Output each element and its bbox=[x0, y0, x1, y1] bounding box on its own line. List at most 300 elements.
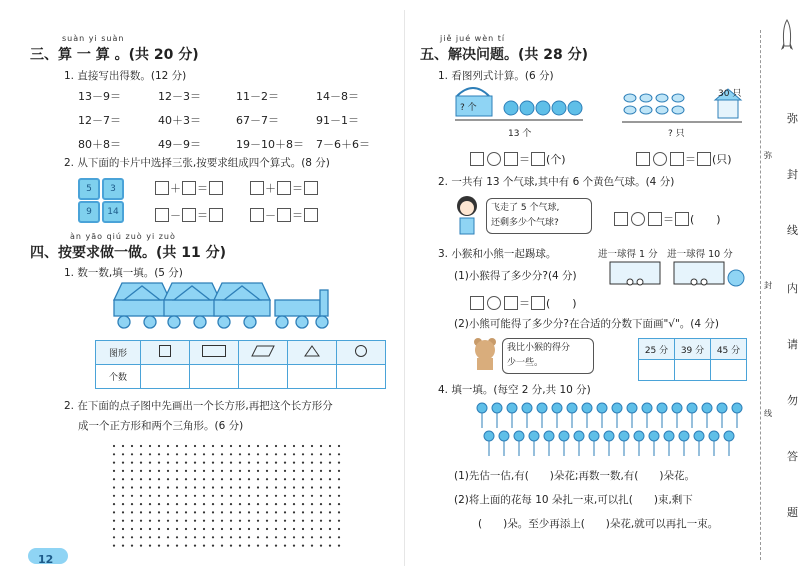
grid-dot bbox=[338, 528, 340, 530]
grid-dot bbox=[239, 536, 241, 538]
grid-dot bbox=[248, 470, 250, 472]
grid-dot bbox=[221, 486, 223, 488]
grid-dot bbox=[113, 536, 115, 538]
grid-dot bbox=[221, 495, 223, 497]
grid-dot bbox=[212, 528, 214, 530]
flower-icon bbox=[642, 403, 652, 428]
bubble-line: 我比小猴的得分 bbox=[507, 343, 571, 353]
grid-dot bbox=[248, 520, 250, 522]
equation-blank[interactable] bbox=[250, 177, 318, 196]
operator: － bbox=[170, 208, 181, 222]
grid-dot bbox=[203, 470, 205, 472]
grid-dot bbox=[230, 520, 232, 522]
flower-icon bbox=[484, 431, 494, 456]
grid-dot bbox=[329, 503, 331, 505]
grid-dot bbox=[185, 453, 187, 455]
grid-dot bbox=[338, 486, 340, 488]
page-divider bbox=[404, 10, 405, 566]
math-item: 91－1＝ bbox=[316, 114, 359, 127]
grid-dot bbox=[221, 453, 223, 455]
q4-2-label: 2. 在下面的点子图中先画出一个长方形,再把这个长方形分 bbox=[64, 400, 333, 412]
operator: ＋ bbox=[170, 181, 181, 195]
unit-label: ( ) bbox=[546, 296, 577, 310]
grid-dot bbox=[158, 503, 160, 505]
flower-icon bbox=[679, 431, 689, 456]
number-card: 3 bbox=[102, 178, 124, 200]
grid-dot bbox=[167, 495, 169, 497]
grid-dot bbox=[329, 520, 331, 522]
grid-dot bbox=[248, 478, 250, 480]
operator: ＋ bbox=[265, 181, 276, 195]
grid-dot bbox=[167, 545, 169, 547]
check-cell[interactable] bbox=[675, 360, 711, 381]
q4-1-label: 1. 数一数,填一填。(5 分) bbox=[64, 267, 183, 279]
grid-dot bbox=[338, 453, 340, 455]
grid-dot bbox=[293, 545, 295, 547]
seal-small-char: 线 bbox=[764, 409, 772, 418]
grid-dot bbox=[248, 495, 250, 497]
grid-dot bbox=[257, 445, 259, 447]
grid-dot bbox=[113, 503, 115, 505]
grid-dot bbox=[230, 445, 232, 447]
grid-dot bbox=[203, 511, 205, 513]
grid-dot bbox=[338, 495, 340, 497]
seal-char: 答 bbox=[787, 450, 798, 463]
grid-dot bbox=[221, 528, 223, 530]
number-card: 9 bbox=[78, 201, 100, 223]
math-item: 40＋3＝ bbox=[158, 114, 201, 127]
grid-dot bbox=[266, 511, 268, 513]
grid-dot bbox=[194, 453, 196, 455]
grid-dot bbox=[212, 536, 214, 538]
grid-dot bbox=[167, 528, 169, 530]
grid-dot bbox=[113, 478, 115, 480]
grid-dot bbox=[239, 462, 241, 464]
grid-dot bbox=[293, 520, 295, 522]
grid-dot bbox=[203, 528, 205, 530]
seal-char: 弥 bbox=[787, 112, 798, 125]
grid-dot bbox=[158, 495, 160, 497]
grid-dot bbox=[329, 470, 331, 472]
grid-dot bbox=[275, 462, 277, 464]
grid-dot bbox=[320, 470, 322, 472]
flower-icon bbox=[649, 431, 659, 456]
grid-dot bbox=[113, 453, 115, 455]
grid-dot bbox=[311, 520, 313, 522]
flower-icon bbox=[589, 431, 599, 456]
grid-dot bbox=[293, 462, 295, 464]
grid-dot bbox=[158, 462, 160, 464]
grid-dot bbox=[212, 495, 214, 497]
grid-dot bbox=[203, 478, 205, 480]
grid-dot bbox=[212, 478, 214, 480]
grid-dot bbox=[131, 528, 133, 530]
grid-dot bbox=[320, 486, 322, 488]
grid-dot bbox=[131, 503, 133, 505]
q4-line3: ( )朵。至少再添上( )朵花,就可以再扎一束。 bbox=[478, 518, 719, 530]
grid-dot bbox=[230, 486, 232, 488]
grid-dot bbox=[185, 495, 187, 497]
seal-char: 请 bbox=[787, 338, 798, 351]
flower-icon bbox=[544, 431, 554, 456]
flowers-illustration bbox=[476, 400, 752, 460]
seal-small-char: 弥 bbox=[764, 151, 772, 160]
grid-dot bbox=[284, 503, 286, 505]
grid-dot bbox=[284, 453, 286, 455]
r-q1-label: 1. 看图列式计算。(6 分) bbox=[438, 70, 554, 82]
goals-illustration bbox=[608, 258, 748, 290]
grid-dot bbox=[194, 478, 196, 480]
equation-blank[interactable] bbox=[155, 177, 223, 196]
flower-icon bbox=[567, 403, 577, 428]
rectangle-shape-icon bbox=[190, 341, 239, 365]
rocket-icon bbox=[780, 18, 794, 58]
grid-dot bbox=[257, 453, 259, 455]
grid-dot bbox=[311, 511, 313, 513]
flower-icon bbox=[732, 403, 742, 428]
grid-dot bbox=[149, 462, 151, 464]
grid-dot bbox=[167, 478, 169, 480]
dot-grid[interactable] bbox=[110, 442, 350, 552]
q3-sub1: (1)小猴得了多少分?(4 分) bbox=[454, 270, 577, 282]
section5-title: 五、解决问题。(共 28 分) bbox=[420, 47, 589, 63]
flower-icon bbox=[552, 403, 562, 428]
train-illustration bbox=[110, 280, 350, 332]
grid-dot bbox=[302, 520, 304, 522]
operator: ＝ bbox=[292, 208, 303, 222]
grid-dot bbox=[140, 520, 142, 522]
grid-dot bbox=[329, 528, 331, 530]
grid-dot bbox=[140, 503, 142, 505]
grid-dot bbox=[248, 503, 250, 505]
triangle-shape-icon bbox=[288, 341, 337, 365]
grid-dot bbox=[275, 445, 277, 447]
grid-dot bbox=[302, 511, 304, 513]
equation-blank[interactable]: ＝ ( ) bbox=[470, 292, 578, 311]
grid-dot bbox=[266, 462, 268, 464]
q4-2-label-cont: 成一个正方形和两个三角形。(6 分) bbox=[78, 420, 244, 432]
grid-dot bbox=[320, 462, 322, 464]
grid-dot bbox=[275, 478, 277, 480]
grid-dot bbox=[266, 486, 268, 488]
grid-dot bbox=[266, 478, 268, 480]
grid-dot bbox=[338, 511, 340, 513]
grid-dot bbox=[257, 545, 259, 547]
r-q4-label: 4. 填一填。(每空 2 分,共 10 分) bbox=[438, 384, 591, 396]
q3-2-label: 2. 从下面的卡片中选择三张,按要求组成四个算式。(8 分) bbox=[64, 157, 330, 169]
grid-dot bbox=[176, 486, 178, 488]
grid-dot bbox=[176, 520, 178, 522]
grid-dot bbox=[113, 470, 115, 472]
grid-dot bbox=[185, 462, 187, 464]
grid-dot bbox=[194, 445, 196, 447]
grid-dot bbox=[284, 445, 286, 447]
girl-illustration bbox=[452, 194, 482, 238]
grid-dot bbox=[329, 478, 331, 480]
grid-dot bbox=[122, 478, 124, 480]
equation-blank[interactable] bbox=[250, 204, 318, 223]
grid-dot bbox=[311, 545, 313, 547]
grid-dot bbox=[176, 495, 178, 497]
grid-dot bbox=[194, 503, 196, 505]
math-item: 67－7＝ bbox=[236, 114, 279, 127]
grid-dot bbox=[230, 478, 232, 480]
grid-dot bbox=[131, 486, 133, 488]
equation-blank[interactable]: ＝ (个) bbox=[470, 148, 567, 167]
grid-dot bbox=[158, 545, 160, 547]
bear-speech-bubble bbox=[502, 338, 594, 374]
basket-label: ? 个 bbox=[460, 103, 477, 113]
equation-blank[interactable] bbox=[155, 204, 223, 223]
grid-dot bbox=[239, 445, 241, 447]
grid-dot bbox=[338, 445, 340, 447]
grid-dot bbox=[113, 528, 115, 530]
grid-dot bbox=[275, 495, 277, 497]
grid-dot bbox=[176, 470, 178, 472]
number-cards bbox=[78, 178, 124, 222]
grid-dot bbox=[311, 453, 313, 455]
grid-dot bbox=[320, 536, 322, 538]
count-input[interactable] bbox=[288, 365, 337, 389]
unit-label: (个) bbox=[546, 152, 566, 166]
grid-dot bbox=[248, 486, 250, 488]
grid-dot bbox=[338, 545, 340, 547]
grid-dot bbox=[329, 511, 331, 513]
grid-dot bbox=[131, 445, 133, 447]
grid-dot bbox=[266, 495, 268, 497]
grid-dot bbox=[302, 470, 304, 472]
grid-dot bbox=[284, 495, 286, 497]
grid-dot bbox=[140, 511, 142, 513]
count-input[interactable] bbox=[337, 365, 386, 389]
grid-dot bbox=[194, 545, 196, 547]
grid-dot bbox=[176, 478, 178, 480]
grid-dot bbox=[257, 462, 259, 464]
grid-dot bbox=[140, 545, 142, 547]
section3-title: 三、算 一 算 。(共 20 分) bbox=[30, 47, 199, 63]
r-q2-label: 2. 一共有 13 个气球,其中有 6 个黄色气球。(4 分) bbox=[438, 176, 675, 188]
grid-dot bbox=[257, 495, 259, 497]
arithmetic-grid bbox=[78, 88, 378, 152]
equation-blank[interactable]: ＝ ( ) bbox=[614, 208, 722, 227]
grid-dot bbox=[167, 453, 169, 455]
grid-dot bbox=[230, 453, 232, 455]
grid-dot bbox=[329, 486, 331, 488]
grid-dot bbox=[140, 528, 142, 530]
grid-dot bbox=[122, 503, 124, 505]
grid-dot bbox=[230, 536, 232, 538]
grid-dot bbox=[230, 528, 232, 530]
grid-dot bbox=[149, 545, 151, 547]
grid-dot bbox=[194, 462, 196, 464]
grid-dot bbox=[149, 520, 151, 522]
flower-icon bbox=[694, 431, 704, 456]
grid-dot bbox=[320, 545, 322, 547]
unit-label: ( ) bbox=[690, 212, 721, 226]
grid-dot bbox=[194, 520, 196, 522]
grid-dot bbox=[140, 445, 142, 447]
grid-dot bbox=[212, 503, 214, 505]
grid-dot bbox=[266, 503, 268, 505]
grid-dot bbox=[131, 478, 133, 480]
grid-dot bbox=[194, 528, 196, 530]
grid-dot bbox=[338, 520, 340, 522]
q3-sub2: (2)小熊可能得了多少分?在合适的分数下面画"√"。(4 分) bbox=[454, 318, 720, 330]
grid-dot bbox=[167, 470, 169, 472]
flower-icon bbox=[657, 403, 667, 428]
grid-dot bbox=[131, 511, 133, 513]
flower-icon bbox=[702, 403, 712, 428]
grid-dot bbox=[302, 462, 304, 464]
grid-dot bbox=[293, 453, 295, 455]
grid-dot bbox=[275, 536, 277, 538]
grid-dot bbox=[248, 536, 250, 538]
grid-dot bbox=[212, 520, 214, 522]
grid-dot bbox=[293, 536, 295, 538]
grid-dot bbox=[212, 462, 214, 464]
flower-icon bbox=[507, 403, 517, 428]
flower-icon bbox=[604, 431, 614, 456]
grid-dot bbox=[158, 536, 160, 538]
grid-dot bbox=[293, 495, 295, 497]
grid-dot bbox=[230, 470, 232, 472]
grid-dot bbox=[158, 445, 160, 447]
math-item: 7－6＋6＝ bbox=[316, 138, 370, 151]
grid-dot bbox=[140, 462, 142, 464]
grid-dot bbox=[185, 520, 187, 522]
grid-dot bbox=[284, 520, 286, 522]
grid-dot bbox=[329, 545, 331, 547]
check-cell[interactable] bbox=[711, 360, 747, 381]
page-number-badge bbox=[28, 548, 68, 564]
operator: ＝ bbox=[292, 181, 303, 195]
grid-dot bbox=[338, 462, 340, 464]
grid-dot bbox=[266, 536, 268, 538]
grid-dot bbox=[185, 528, 187, 530]
sec3-pinyin: suàn yi suàn bbox=[62, 34, 125, 43]
grid-dot bbox=[248, 453, 250, 455]
bird-total: ? 只 bbox=[668, 129, 685, 139]
grid-dot bbox=[248, 445, 250, 447]
house-label: 30 只 bbox=[718, 89, 742, 99]
grid-dot bbox=[203, 445, 205, 447]
grid-dot bbox=[149, 503, 151, 505]
grid-dot bbox=[329, 536, 331, 538]
grid-dot bbox=[248, 511, 250, 513]
grid-dot bbox=[167, 511, 169, 513]
grid-dot bbox=[284, 511, 286, 513]
grid-dot bbox=[113, 486, 115, 488]
math-item: 14－8＝ bbox=[316, 90, 359, 103]
grid-dot bbox=[302, 545, 304, 547]
grid-dot bbox=[239, 503, 241, 505]
grid-dot bbox=[203, 486, 205, 488]
q4-line1: (1)先估一估,有( )朵花;再数一数,有( )朵花。 bbox=[454, 470, 695, 482]
grid-dot bbox=[203, 462, 205, 464]
grid-dot bbox=[293, 503, 295, 505]
grid-dot bbox=[239, 520, 241, 522]
grid-dot bbox=[221, 511, 223, 513]
grid-dot bbox=[230, 462, 232, 464]
grid-dot bbox=[113, 495, 115, 497]
grid-dot bbox=[302, 495, 304, 497]
grid-dot bbox=[122, 528, 124, 530]
grid-dot bbox=[311, 503, 313, 505]
grid-dot bbox=[320, 495, 322, 497]
flower-icon bbox=[597, 403, 607, 428]
grid-dot bbox=[149, 536, 151, 538]
grid-dot bbox=[167, 462, 169, 464]
check-cell[interactable] bbox=[639, 360, 675, 381]
grid-dot bbox=[338, 478, 340, 480]
grid-dot bbox=[113, 545, 115, 547]
grid-dot bbox=[302, 528, 304, 530]
flower-icon bbox=[717, 403, 727, 428]
flower-icon bbox=[634, 431, 644, 456]
seal-char: 勿 bbox=[787, 394, 798, 407]
grid-dot bbox=[158, 486, 160, 488]
grid-dot bbox=[329, 453, 331, 455]
grid-dot bbox=[311, 495, 313, 497]
grid-dot bbox=[320, 503, 322, 505]
count-input[interactable] bbox=[190, 365, 239, 389]
count-input[interactable] bbox=[141, 365, 190, 389]
grid-dot bbox=[230, 495, 232, 497]
unit-label: (只) bbox=[712, 152, 732, 166]
grid-dot bbox=[320, 445, 322, 447]
count-input[interactable] bbox=[239, 365, 288, 389]
grid-dot bbox=[203, 495, 205, 497]
grid-dot bbox=[230, 545, 232, 547]
grid-dot bbox=[275, 545, 277, 547]
grid-dot bbox=[176, 545, 178, 547]
grid-dot bbox=[257, 478, 259, 480]
grid-dot bbox=[293, 511, 295, 513]
grid-dot bbox=[131, 462, 133, 464]
flower-icon bbox=[627, 403, 637, 428]
flower-icon bbox=[522, 403, 532, 428]
grid-dot bbox=[140, 453, 142, 455]
q4-line2: (2)将上面的花每 10 朵扎一束,可以扎( )束,剩下 bbox=[454, 494, 693, 506]
grid-dot bbox=[158, 520, 160, 522]
grid-dot bbox=[302, 478, 304, 480]
seal-small-char: 封 bbox=[764, 281, 772, 290]
grid-dot bbox=[203, 545, 205, 547]
flower-icon bbox=[619, 431, 629, 456]
score-options-table bbox=[638, 338, 747, 381]
math-item: 19－10＋8＝ bbox=[236, 138, 304, 151]
grid-dot bbox=[311, 486, 313, 488]
grid-dot bbox=[239, 545, 241, 547]
grid-dot bbox=[284, 536, 286, 538]
grid-dot bbox=[149, 445, 151, 447]
grid-dot bbox=[149, 511, 151, 513]
grid-dot bbox=[122, 520, 124, 522]
flower-icon bbox=[492, 403, 502, 428]
equation-blank[interactable]: ＝ (只) bbox=[636, 148, 733, 167]
grid-dot bbox=[221, 536, 223, 538]
grid-dot bbox=[329, 495, 331, 497]
grid-dot bbox=[266, 545, 268, 547]
grid-dot bbox=[266, 470, 268, 472]
grid-dot bbox=[284, 462, 286, 464]
bubble-line: 少一些。 bbox=[507, 358, 544, 368]
flower-icon bbox=[612, 403, 622, 428]
grid-dot bbox=[131, 520, 133, 522]
grid-dot bbox=[113, 520, 115, 522]
apple-total: 13 个 bbox=[508, 129, 532, 139]
grid-dot bbox=[167, 503, 169, 505]
